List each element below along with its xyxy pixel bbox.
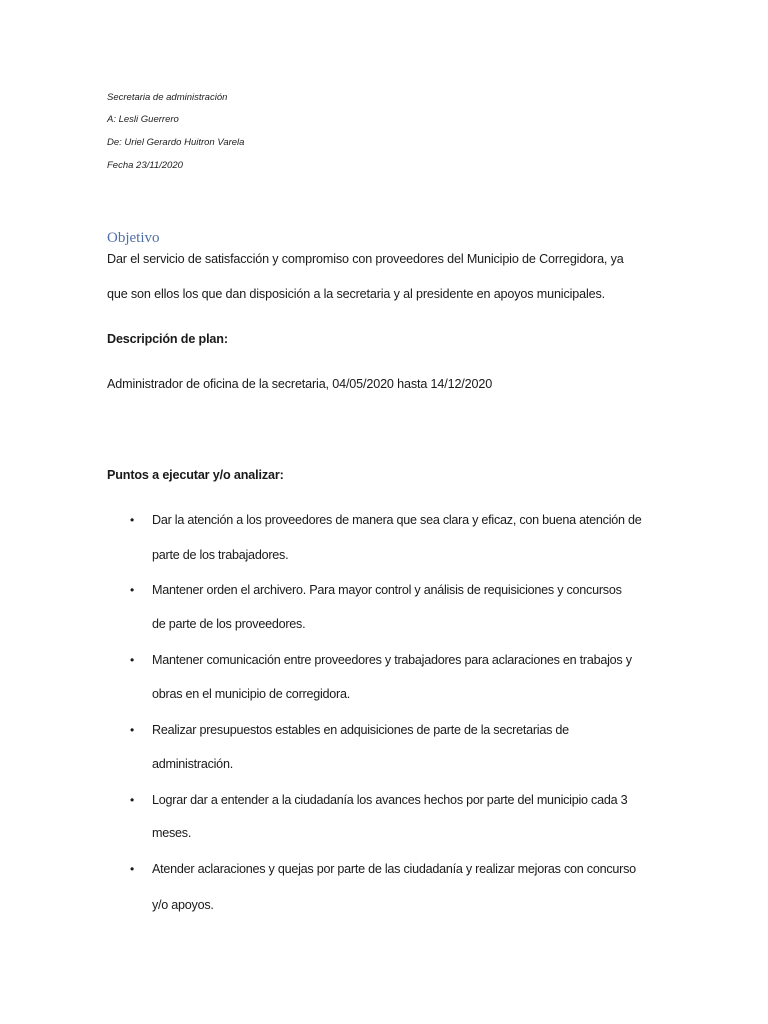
list-item-2-line-2: de parte de los proveedores. [152, 617, 306, 631]
sender-line: De: Uriel Gerardo Huitron Varela [107, 137, 245, 148]
plan-text: Administrador de oficina de la secretaria, 04/05/2020 hasta 14/12/2020 [107, 377, 493, 391]
date-line: Fecha 23/11/2020 [107, 160, 183, 171]
list-item-1-line-2: parte de los trabajadores. [152, 548, 289, 562]
list-item-3-line-1: Mantener comunicación entre proveedores y trabajadores para aclaraciones en trabajos y [152, 653, 632, 667]
objetivo-text-line-1: Dar el servicio de satisfacción y compromiso con proveedores del Municipio de Corregidora, ya [107, 252, 624, 266]
department-line: Secretaria de administración [107, 92, 228, 103]
objetivo-heading: Objetivo [107, 230, 160, 246]
list-item-3-line-2: obras en el municipio de corregidora. [152, 687, 350, 701]
bullet-icon: • [130, 513, 135, 527]
list-item-1-line-1: Dar la atención a los proveedores de manera que sea clara y eficaz, con buena atención de [152, 513, 642, 527]
bullet-icon: • [130, 653, 135, 667]
bullet-icon: • [130, 723, 135, 737]
recipient-line: A: Lesli Guerrero [107, 114, 179, 125]
list-item-2-line-1: Mantener orden el archivero. Para mayor control y análisis de requisiciones y concursos [152, 583, 622, 597]
puntos-heading: Puntos a ejecutar y/o analizar: [107, 468, 284, 482]
bullet-icon: • [130, 862, 135, 876]
bullet-icon: • [130, 793, 135, 807]
list-item-5-line-1: Lograr dar a entender a la ciudadanía los avances hechos por parte del municipio cada 3 [152, 793, 628, 807]
list-item-6-line-2: y/o apoyos. [152, 898, 214, 912]
plan-heading: Descripción de plan: [107, 332, 228, 346]
list-item-6-line-1: Atender aclaraciones y quejas por parte de las ciudadanía y realizar mejoras con concurso [152, 862, 636, 876]
list-item-4-line-1: Realizar presupuestos estables en adquisiciones de parte de la secretarias de [152, 723, 569, 737]
list-item-5-line-2: meses. [152, 826, 192, 840]
objetivo-text-line-2: que son ellos los que dan disposición a la secretaria y al presidente en apoyos municipales. [107, 287, 605, 301]
list-item-4-line-2: administración. [152, 757, 233, 771]
bullet-icon: • [130, 583, 135, 597]
